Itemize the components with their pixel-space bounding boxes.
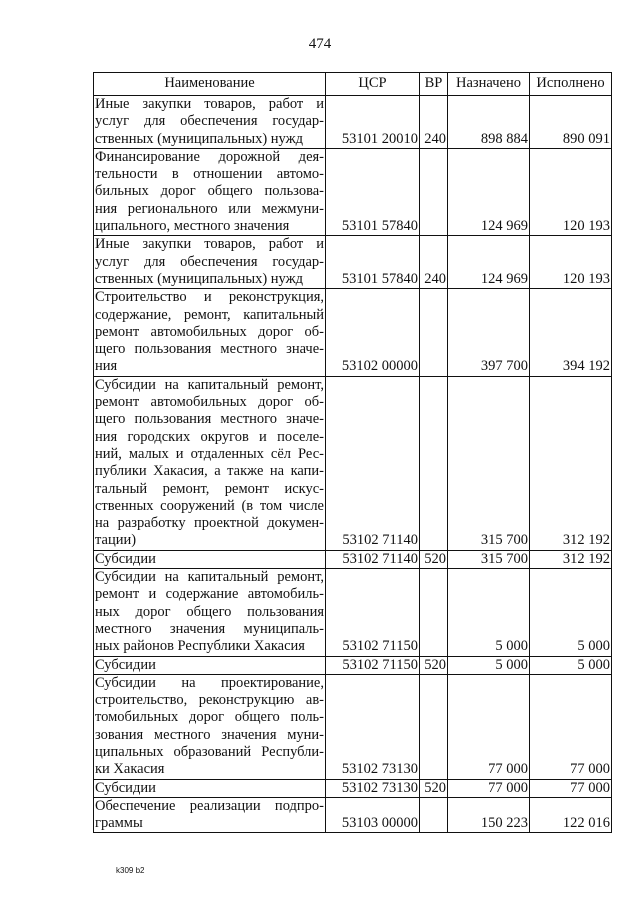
row-assigned: 77 000	[448, 779, 530, 797]
row-executed: 312 192	[530, 376, 612, 550]
row-name-line: Строительство и реконструкция,	[95, 289, 324, 306]
row-name-line: ний, малых и отдаленных сёл Рес-	[95, 445, 324, 462]
header-executed: Исполнено	[530, 73, 612, 96]
table-row	[94, 656, 612, 674]
row-csr: 53103 00000	[326, 797, 420, 833]
row-csr: 53102 71140	[326, 376, 420, 550]
row-name-line: Обеспечение реализации подпро-	[95, 797, 324, 814]
row-name-line: ремонт автомобильных дорог об-	[95, 394, 324, 411]
row-vr	[420, 376, 448, 550]
row-vr	[420, 148, 448, 235]
row-csr: 53101 20010	[326, 96, 420, 149]
row-name-line: Субсидии	[95, 779, 156, 796]
page-number: 474	[308, 36, 332, 52]
row-name-line: тельности в отношении автомо-	[95, 166, 324, 183]
row-csr: 53101 57840	[326, 236, 420, 289]
row-name-cell	[94, 289, 326, 376]
row-assigned: 315 700	[448, 550, 530, 568]
row-assigned: 397 700	[448, 289, 530, 376]
row-name-cell	[94, 569, 326, 656]
row-name-line: строительство, реконструкцию ав-	[95, 692, 324, 709]
row-assigned: 124 969	[448, 236, 530, 289]
table-row	[94, 148, 612, 235]
row-name-line: Субсидии	[95, 656, 156, 673]
row-name-line: ственных сооружений (в том числе	[95, 497, 324, 514]
row-executed: 77 000	[530, 674, 612, 779]
row-name-line: щего пользования местного значе-	[95, 341, 324, 358]
row-name-line: Субсидии	[95, 550, 156, 567]
row-name-cell	[94, 779, 326, 797]
row-name-cell	[94, 236, 326, 289]
row-name-line: томобильных дорог общего поль-	[95, 709, 324, 726]
row-name-line: на разработку проектной докумен-	[95, 515, 324, 532]
row-csr: 53102 00000	[326, 289, 420, 376]
row-name-line: услуг для обеспечения государ-	[95, 253, 324, 270]
row-assigned: 5 000	[448, 569, 530, 656]
row-executed: 5 000	[530, 569, 612, 656]
row-assigned: 124 969	[448, 148, 530, 235]
row-name-line: ципальных образований Республи-	[95, 743, 324, 760]
row-name-line: бильных дорог общего пользова-	[95, 183, 324, 200]
header-csr: ЦСР	[326, 73, 420, 96]
table-row	[94, 797, 612, 833]
row-name-line: Иные закупки товаров, работ и	[95, 96, 324, 112]
row-name-line: зования местного значения муни-	[95, 726, 324, 743]
header-vr: ВР	[420, 73, 448, 96]
row-assigned: 5 000	[448, 656, 530, 674]
row-assigned: 77 000	[448, 674, 530, 779]
row-executed: 122 016	[530, 797, 612, 833]
row-executed: 394 192	[530, 289, 612, 376]
table-row	[94, 779, 612, 797]
table-row	[94, 376, 612, 550]
row-name-line: Субсидии на капитальный ремонт,	[95, 569, 324, 586]
row-name-line: ремонт автомобильных дорог об-	[95, 323, 324, 340]
table-row	[94, 236, 612, 289]
row-vr: 520	[420, 550, 448, 568]
row-vr	[420, 569, 448, 656]
header-assigned: Назначено	[448, 73, 530, 96]
row-name-line: ния городских округов и поселе-	[95, 428, 324, 445]
row-name-line: ственных (муниципальных) нужд	[95, 130, 303, 147]
row-assigned: 898 884	[448, 96, 530, 149]
row-name-line: ния	[95, 358, 118, 375]
row-name-line: ных районов Республики Хакасия	[95, 638, 305, 655]
row-assigned: 315 700	[448, 376, 530, 550]
row-csr: 53102 73130	[326, 674, 420, 779]
header-name: Наименование	[94, 73, 326, 96]
row-vr: 240	[420, 236, 448, 289]
row-name-cell	[94, 797, 326, 833]
row-executed: 120 193	[530, 148, 612, 235]
row-name-line: тальный ремонт, ремонт искус-	[95, 480, 324, 497]
table-row	[94, 550, 612, 568]
row-name-cell	[94, 674, 326, 779]
table-row	[94, 289, 612, 376]
row-name-line: Субсидии на проектирование,	[95, 674, 324, 691]
row-name-line: содержание, ремонт, капитальный	[95, 306, 324, 323]
row-name-line: услуг для обеспечения государ-	[95, 113, 324, 130]
row-name-line: тации)	[95, 532, 137, 549]
row-vr: 240	[420, 96, 448, 149]
row-name-line: Субсидии на капитальный ремонт,	[95, 376, 324, 393]
row-name-cell	[94, 550, 326, 568]
row-name-line: ния региональноro или межмуни-	[95, 200, 324, 217]
row-executed: 5 000	[530, 656, 612, 674]
row-name-cell	[94, 96, 326, 149]
row-name-line: ных дорог общего пользования	[95, 603, 324, 620]
table-row	[94, 674, 612, 779]
table-body	[94, 96, 612, 833]
row-csr: 53102 71140	[326, 550, 420, 568]
row-assigned: 150 223	[448, 797, 530, 833]
row-vr	[420, 674, 448, 779]
row-vr: 520	[420, 779, 448, 797]
budget-table	[93, 72, 612, 833]
table-row	[94, 569, 612, 656]
row-executed: 77 000	[530, 779, 612, 797]
row-name-cell	[94, 376, 326, 550]
row-executed: 312 192	[530, 550, 612, 568]
row-name-line: местного значения муниципаль-	[95, 620, 324, 637]
row-name-line: ки Хакасия	[95, 761, 165, 778]
row-name-cell	[94, 656, 326, 674]
row-executed: 890 091	[530, 96, 612, 149]
row-csr: 53102 71150	[326, 569, 420, 656]
row-name-line: ремонт и содержание автомобиль-	[95, 586, 324, 603]
row-name-line: граммы	[95, 815, 143, 832]
row-name-line: публики Хакасия, а также на капи-	[95, 463, 324, 480]
table-header-row	[94, 73, 612, 96]
row-name-cell	[94, 148, 326, 235]
row-name-line: ственных (муниципальных) нужд	[95, 270, 303, 287]
row-name-line: ципального, местного значения	[95, 218, 290, 235]
row-vr	[420, 797, 448, 833]
table-row	[94, 96, 612, 149]
row-executed: 120 193	[530, 236, 612, 289]
row-vr	[420, 289, 448, 376]
row-csr: 53101 57840	[326, 148, 420, 235]
footer-code: k309 b2	[116, 866, 145, 875]
row-name-line: щего пользования местного значе-	[95, 411, 324, 428]
row-csr: 53102 73130	[326, 779, 420, 797]
row-vr: 520	[420, 656, 448, 674]
row-name-line: Иные закупки товаров, работ и	[95, 236, 324, 253]
row-csr: 53102 71150	[326, 656, 420, 674]
row-name-line: Финансирование дорожной дея-	[95, 148, 324, 165]
